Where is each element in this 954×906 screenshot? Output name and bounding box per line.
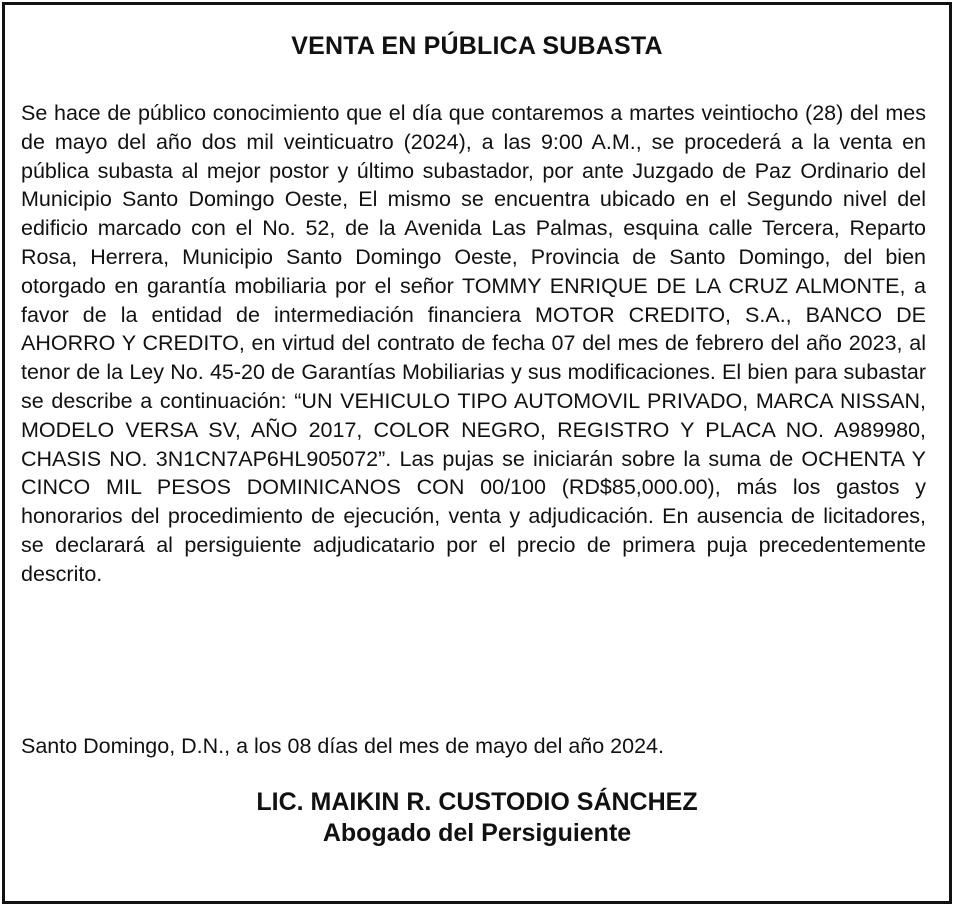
signer-name: LIC. MAIKIN R. CUSTODIO SÁNCHEZ: [256, 788, 698, 816]
auction-notice: [2, 2, 952, 904]
signer-role: Abogado del Persiguiente: [322, 819, 632, 847]
notice-body: Se hace de público conocimiento que el día que contaremos a martes veintiocho (28) del mes de mayo del año dos mil veinticuatro (2024), a las 9:00 A.M., se procederá a la venta en pública subasta al mejor postor y último subastador, por ante Juzgado de Paz Ordinario del Municipio Santo Domingo Oeste, El mismo se encuentra ubicado en el Segundo nivel del edificio marcado con el No. 52, de la Avenida Las Palmas, esquina calle Tercera, Reparto Rosa, Herrera, Municipio Santo Domingo Oeste, Provincia de Santo Domingo, del bien otorgado en garantía mobiliaria por el señor TOMMY ENRIQUE DE LA CRUZ ALMONTE, a favor de la entidad de intermediación financiera MOTOR CREDITO, S.A., BANCO DE AHORRO Y CREDITO, en virtud del contrato de fecha 07 del mes de febrero del año 2023, al tenor de la Ley No. 45-20 de Garantías Mobiliarias y sus modificaciones. El bien para subastar se describe a continuación: “UN VEHICULO TIPO AUTOMOVIL PRIVADO, MARCA NISSAN, MODELO VERSA SV, AÑO 2017, COLOR NEGRO, REGISTRO Y PLACA NO. A989980, CHASIS NO. 3N1CN7AP6HL905072”. Las pujas se iniciarán sobre la suma de OCHENTA Y CINCO MIL PESOS DOMINICANOS CON 00/100 (RD$85,000.00), más los gastos y honorarios del procedimiento de ejecución, venta y adjudicación. En ausencia de licitadores, se declarará al persiguiente adjudicatario por el precio de primera puja precedentemente descrito.: [21, 101, 926, 586]
signature-block: [5, 787, 949, 849]
notice-title: VENTA EN PÚBLICA SUBASTA: [291, 32, 663, 60]
notice-date-line: Santo Domingo, D.N., a los 08 días del mes de mayo del año 2024.: [21, 734, 664, 758]
